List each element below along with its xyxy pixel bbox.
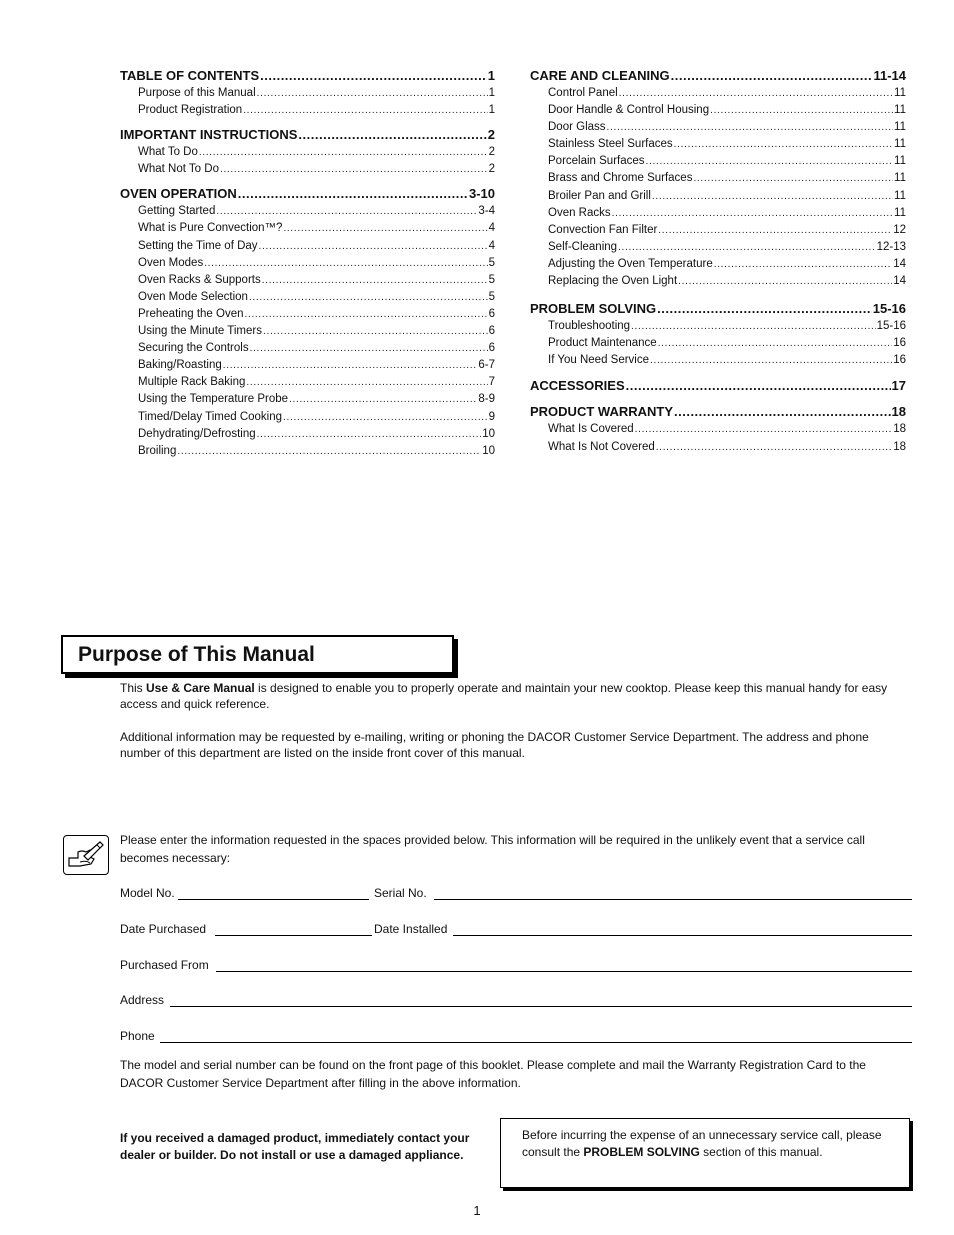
toc-entry-page: 11 [894, 104, 906, 117]
toc-entry[interactable] [120, 220, 495, 237]
toc-section [120, 125, 495, 178]
toc-section [530, 299, 906, 369]
form-row-purchased-from [120, 958, 912, 974]
toc-entry[interactable] [530, 205, 906, 222]
dot-leader [626, 376, 891, 395]
toc-entry-title: What Is Covered [548, 423, 634, 436]
purchased-from-label: Purchased From [120, 958, 209, 972]
toc-entry[interactable] [120, 426, 495, 443]
purpose-p1-suffix: is designed to enable you to properly operate and maintain your new cooktop. Please keep this manual handy for easy access and quick reference. [120, 681, 888, 711]
dot-leader [658, 222, 892, 239]
toc-entry[interactable] [120, 161, 495, 178]
date-installed-field[interactable] [453, 935, 912, 936]
toc-entry-title: Product Registration [138, 104, 243, 117]
toc-entry-title: Dehydrating/Defrosting [138, 427, 256, 440]
toc-entry-title: Preheating the Oven [138, 307, 244, 320]
toc-entry-page: 11 [894, 189, 906, 202]
toc-entry-title: Control Panel [548, 87, 618, 99]
toc-heading-page: 15-16 [872, 301, 906, 317]
toc-entry-page: 10 [482, 427, 495, 440]
toc-entry-page: 12-13 [876, 240, 906, 253]
toc-entry-title: What Is Not Covered [548, 440, 655, 453]
purpose-paragraph-2: Additional information may be requested by e-mailing, writing or phoning the DACOR Customer Service Department. The address and phone number of this department are listed on the inside front cover of this manual. [120, 730, 869, 760]
dot-leader [260, 66, 487, 85]
address-label: Address [120, 993, 165, 1007]
toc-entry-page: 11 [894, 155, 906, 168]
dot-leader [619, 85, 893, 102]
toc-entry-title: Door Handle & Control Housing [548, 104, 710, 117]
toc-entry[interactable] [120, 443, 495, 460]
toc-entry-page: 3-4 [478, 205, 495, 218]
dot-leader [245, 306, 488, 323]
toc-heading-page: 11-14 [873, 68, 906, 83]
dot-leader [223, 357, 478, 374]
toc-entry-page: 4 [488, 222, 495, 235]
damaged-product-warning: If you received a damaged product, immediately contact your dealer or builder. Do not install or use a damaged appliance. [120, 1131, 470, 1162]
toc-heading-title: IMPORTANT INSTRUCTIONS [120, 127, 298, 143]
toc-entry-title: Timed/Delay Timed Cooking [138, 410, 283, 423]
toc-heading[interactable] [530, 376, 906, 395]
toc-heading[interactable] [120, 125, 495, 144]
dot-leader [216, 203, 477, 220]
dot-leader [199, 144, 488, 161]
phone-label: Phone [120, 1029, 155, 1043]
toc-heading[interactable] [120, 66, 495, 85]
address-field[interactable] [170, 1006, 912, 1007]
toc-entry[interactable] [120, 272, 495, 289]
dot-leader [674, 136, 893, 153]
toc-entry-title: Broiling [138, 444, 177, 457]
toc-entry[interactable] [120, 340, 495, 357]
toc-entry-page: 11 [894, 121, 906, 134]
toc-entry-page: 6-7 [478, 359, 495, 372]
toc-entry-page: 9 [488, 410, 495, 423]
purpose-paragraph-1 [120, 681, 910, 712]
toc-entry-page: 2 [488, 163, 495, 176]
date-purchased-label: Date Purchased [120, 922, 207, 936]
dot-leader [714, 256, 892, 273]
section-heading-box [61, 635, 454, 674]
date-installed-label: Date Installed [374, 922, 448, 936]
toc-entry[interactable] [530, 170, 906, 187]
toc-entry-page: 16 [893, 354, 906, 367]
toc-entry-title: If You Need Service [548, 354, 650, 367]
page-number: 1 [473, 1203, 481, 1218]
dot-leader [618, 239, 876, 256]
model-field[interactable] [178, 899, 369, 900]
dot-leader [289, 391, 477, 408]
dot-leader [656, 439, 892, 456]
dot-leader [650, 352, 892, 369]
dot-leader [283, 409, 488, 426]
toc-entry-title: Troubleshooting [548, 320, 631, 333]
toc-entry[interactable] [530, 188, 906, 205]
toc-entry-title: Baking/Roasting [138, 359, 222, 372]
toc-heading-title: TABLE OF CONTENTS [120, 68, 260, 83]
dot-leader [250, 340, 488, 357]
dot-leader [259, 238, 488, 255]
toc-section [530, 402, 906, 455]
toc-entry[interactable] [120, 289, 495, 306]
toc-heading-page: 1 [487, 68, 495, 83]
dot-leader [249, 289, 488, 306]
dot-leader [693, 170, 893, 187]
toc-heading[interactable] [120, 184, 495, 203]
toc-entry-title: Stainless Steel Surfaces [548, 138, 673, 151]
purpose-p1-bold: Use & Care Manual [146, 681, 255, 695]
toc-entry[interactable] [120, 102, 495, 119]
dot-leader [263, 323, 488, 340]
toc-heading-page: 2 [487, 127, 495, 143]
toc-heading[interactable] [530, 66, 906, 85]
service-tip-box [500, 1118, 910, 1188]
toc-heading[interactable] [530, 299, 906, 318]
toc-entry[interactable] [530, 439, 906, 456]
dot-leader [246, 374, 487, 391]
dot-leader [631, 318, 876, 335]
serial-label: Serial No. [374, 886, 427, 900]
toc-entry-page: 1 [488, 87, 495, 99]
form-row-address [120, 993, 912, 1009]
toc-entry[interactable] [530, 273, 906, 290]
form-row-dates [120, 922, 912, 938]
dot-leader [262, 272, 488, 289]
toc-entry[interactable] [120, 374, 495, 391]
toc-entry-page: 15-16 [876, 320, 906, 333]
toc-heading-page: 17 [891, 378, 906, 394]
toc-heading-page: 3-10 [468, 186, 495, 202]
toc-entry[interactable] [530, 85, 906, 102]
pen-writing-icon [63, 835, 109, 875]
toc-entry-title: Product Maintenance [548, 337, 657, 350]
toc-entry-title: Using the Temperature Probe [138, 393, 289, 406]
toc-entry-page: 11 [894, 206, 906, 219]
toc-entry[interactable] [120, 323, 495, 340]
tip-bold: PROBLEM SOLVING [583, 1145, 700, 1159]
toc-entry-page: 11 [894, 87, 906, 99]
dot-leader [220, 161, 488, 178]
toc-entry[interactable] [120, 85, 495, 102]
toc-entry[interactable] [120, 203, 495, 220]
toc-entry[interactable] [530, 239, 906, 256]
toc-entry-page: 6 [488, 307, 495, 320]
toc-entry-title: Convection Fan Filter [548, 223, 658, 236]
dot-leader [671, 66, 873, 85]
toc-entry-page: 18 [893, 423, 906, 436]
toc-entry-page: 10 [482, 444, 495, 457]
dot-leader [257, 426, 482, 443]
toc-entry[interactable] [530, 256, 906, 273]
dot-leader [243, 102, 487, 119]
toc-entry[interactable] [120, 357, 495, 374]
registration-note: The model and serial number can be found on the front page of this booklet. Please complete and mail the Warranty Registration Card to the DACOR Customer Service Department after filling in the above information. [120, 1058, 866, 1090]
form-row-phone [120, 1029, 912, 1045]
toc-entry[interactable] [530, 352, 906, 369]
toc-section [530, 376, 906, 395]
toc-entry-page: 14 [893, 257, 906, 270]
toc-section [120, 66, 495, 119]
toc-entry-page: 5 [488, 256, 495, 269]
toc-entry-page: 6 [488, 325, 495, 338]
toc-entry-page: 6 [488, 342, 495, 355]
phone-field[interactable] [160, 1042, 912, 1043]
toc-entry-title: Oven Racks [548, 206, 611, 219]
toc-entry[interactable] [530, 136, 906, 153]
toc-entry-title: Oven Racks & Supports [138, 273, 261, 286]
toc-entry-title: Adjusting the Oven Temperature [548, 257, 713, 270]
dot-leader [238, 184, 468, 203]
toc-entry-title: What is Pure Convection™? [138, 222, 283, 235]
toc-entry-page: 7 [488, 376, 495, 389]
toc-entry[interactable] [120, 255, 495, 272]
toc-entry[interactable] [530, 222, 906, 239]
toc-heading[interactable] [530, 402, 906, 421]
dot-leader [204, 255, 487, 272]
purpose-p1-prefix: This [120, 681, 147, 695]
toc-right-column [530, 66, 906, 462]
toc-entry-page: 16 [893, 337, 906, 350]
dot-leader [298, 125, 486, 144]
toc-entry-page: 8-9 [478, 393, 495, 406]
toc-left-column [120, 66, 495, 466]
toc-entry[interactable] [530, 102, 906, 119]
toc-entry[interactable] [120, 238, 495, 255]
toc-heading-title: PROBLEM SOLVING [530, 301, 657, 317]
toc-entry[interactable] [120, 409, 495, 426]
toc-entry[interactable] [530, 335, 906, 352]
dot-leader [652, 188, 893, 205]
serial-field[interactable] [434, 899, 912, 900]
toc-heading-title: OVEN OPERATION [120, 186, 237, 202]
toc-entry-title: What To Do [138, 146, 198, 159]
toc-entry-title: Setting the Time of Day [138, 239, 258, 252]
toc-entry-page: 14 [893, 275, 906, 288]
dot-leader [710, 102, 893, 119]
toc-heading-title: ACCESSORIES [530, 378, 625, 394]
dot-leader [612, 205, 893, 222]
toc-entry-page: 11 [894, 138, 906, 151]
toc-section [530, 66, 906, 290]
tip-prefix: Before incurring the expense of an unnecessary service call, please consult the [522, 1128, 882, 1159]
toc-entry-page: 5 [488, 273, 495, 286]
toc-entry-title: What Not To Do [138, 163, 219, 176]
toc-entry-title: Replacing the Oven Light [548, 275, 678, 288]
toc-entry[interactable] [120, 306, 495, 323]
dot-leader [678, 273, 892, 290]
toc-heading-title: PRODUCT WARRANTY [530, 404, 673, 420]
toc-entry[interactable] [530, 318, 906, 335]
dot-leader [635, 421, 893, 438]
toc-entry-title: Oven Modes [138, 256, 204, 269]
toc-entry-title: Self-Cleaning [548, 240, 618, 253]
toc-entry-title: Using the Minute Timers [138, 325, 262, 338]
dot-leader [177, 443, 481, 460]
toc-entry-page: 4 [488, 239, 495, 252]
toc-entry-title: Purpose of this Manual [138, 87, 256, 99]
tip-suffix: section of this manual. [699, 1145, 823, 1159]
toc-heading-page: 18 [891, 404, 906, 420]
form-row-model-serial [120, 886, 912, 902]
toc-entry[interactable] [120, 391, 495, 408]
registration-intro: Please enter the information requested in the spaces provided below. This information will be required in the unlikely event that a service call becomes necessary: [120, 833, 865, 865]
toc-entry-page: 18 [893, 440, 906, 453]
toc-entry[interactable] [530, 153, 906, 170]
toc-entry-title: Multiple Rack Baking [138, 376, 246, 389]
toc-entry-page: 11 [894, 172, 906, 185]
dot-leader [607, 119, 894, 136]
dot-leader [283, 220, 487, 237]
date-purchased-field[interactable] [215, 935, 372, 936]
toc-entry[interactable] [120, 144, 495, 161]
dot-leader [674, 402, 891, 421]
toc-entry-page: 12 [893, 223, 906, 236]
dot-leader [657, 299, 872, 318]
toc-entry-title: Securing the Controls [138, 342, 249, 355]
toc-entry-title: Broiler Pan and Grill [548, 189, 651, 202]
toc-entry-page: 2 [488, 146, 495, 159]
toc-entry-title: Getting Started [138, 205, 216, 218]
toc-entry-title: Porcelain Surfaces [548, 155, 645, 168]
dot-leader [646, 153, 894, 170]
model-label: Model No. [120, 886, 175, 900]
dot-leader [257, 85, 488, 102]
toc-heading-title: CARE AND CLEANING [530, 68, 670, 83]
service-tip-text [501, 1119, 909, 1161]
section-heading: Purpose of This Manual [78, 643, 315, 666]
purchased-from-field[interactable] [216, 971, 912, 972]
toc-entry-page: 5 [488, 290, 495, 303]
toc-entry-title: Oven Mode Selection [138, 290, 248, 303]
toc-entry[interactable] [530, 421, 906, 438]
toc-entry-page: 1 [488, 104, 495, 117]
toc-entry[interactable] [530, 119, 906, 136]
toc-entry-title: Door Glass [548, 121, 606, 134]
dot-leader [658, 335, 893, 352]
toc-section [120, 184, 495, 459]
toc-entry-title: Brass and Chrome Surfaces [548, 172, 693, 185]
